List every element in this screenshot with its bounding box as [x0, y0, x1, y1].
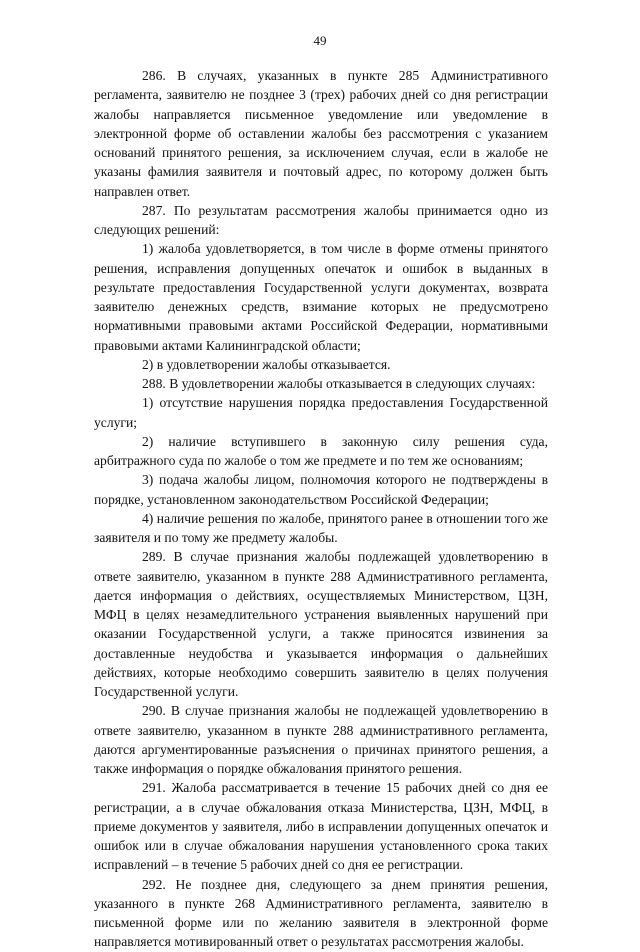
page-number: 49 [313, 33, 327, 48]
paragraph-288-item-4: 4) наличие решения по жалобе, принятого ранее в отношении того же заявителя и по тому же предмету жалобы. [94, 510, 548, 545]
paragraph-290: 290. В случае признания жалобы не подлежащей удовлетворению в ответе заявителю, указанном в пункте 288 административного регламента, даются аргументированные разъяснения о причинах принятого решения, а также информация о порядке обжалования принятого решения. [94, 703, 548, 776]
paragraph-291: 291. Жалоба рассматривается в течение 15 рабочих дней со дня ее регистрации, а в случае обжалования отказа Министерства, ЦЗН, МФЦ, в приеме документов у заявителя, либо в исправлении допущенных опечаток и ошибок или в случае обжалования нарушения установленного срока таких исправлений – в течение 5 рабочих дней со дня ее регистрации. [94, 780, 548, 873]
paragraph-288-item-1: 1) отсутствие нарушения порядка предоставления Государственной услуги; [94, 395, 548, 430]
paragraph-288-item-3: 3) подача жалобы лицом, полномочия которого не подтверждены в порядке, установленном законодательством Российской Федерации; [94, 472, 548, 507]
paragraph-292: 292. Не позднее дня, следующего за днем принятия решения, указанного в пункте 268 Административного регламента, заявителю в письменной форме или по желанию заявителя в электронной форме направляется мотивированный ответ о результатах рассмотрения жалобы. [94, 876, 548, 950]
paragraph-287: 287. По результатам рассмотрения жалобы принимается одно из следующих решений: [94, 202, 548, 237]
paragraph-288-item-2: 2) наличие вступившего в законную силу решения суда, арбитражного суда по жалобе о том же предмете и по тем же основаниям; [94, 433, 548, 468]
paragraph-287-item-2: 2) в удовлетворении жалобы отказывается. [142, 356, 391, 372]
paragraph-288: 288. В удовлетворении жалобы отказывается в следующих случаях: [142, 376, 536, 391]
paragraph-289: 289. В случае признания жалобы подлежащей удовлетворению в ответе заявителю, указанном в пункте 288 Административного регламента, дается информация о действиях, осуществляемых Министерством, ЦЗН, МФЦ в целях незамедлительного устранения выявленных нарушений при оказании Государственной услуги, а также приносятся извинения за доставленные неудобства и указывается информация о дальнейших действиях, которые необходимо совершить заявителю в целях получения Государственной услуги. [94, 549, 548, 699]
document-body [94, 66, 548, 952]
paragraph-286: 286. В случаях, указанных в пункте 285 Административного регламента, заявителю не позднее 3 (трех) рабочих дней со дня регистрации жалобы направляется письменное уведомление или уведомление в электронной форме об оставлении жалобы без рассмотрения с указанием оснований принятого решения, за исключением случая, если в жалобе не указаны фамилия заявителя и почтовый адрес, по которому должен быть направлен ответ. [94, 68, 548, 199]
paragraph-287-item-1: 1) жалоба удовлетворяется, в том числе в форме отмены принятого решения, исправления допущенных опечаток и ошибок в выданных в результате предоставления Государственной услуги документах, возврата заявителю денежных средств, взимание которых не предусмотрено нормативными правовыми актами Российской Федерации, нормативными правовыми актами Калининградской области; [94, 241, 548, 353]
